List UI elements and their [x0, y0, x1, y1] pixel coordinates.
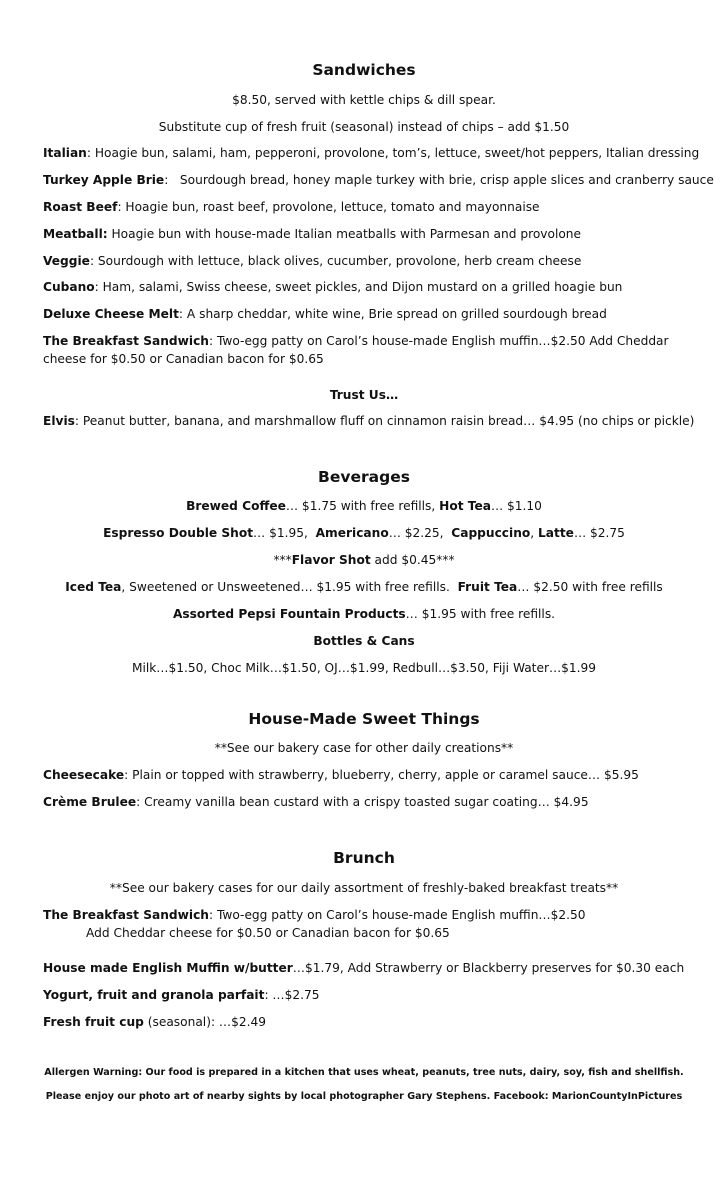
- item-prefix: ***: [273, 553, 292, 567]
- item-desc: : Two-egg patty on Carol’s house-made English muffin…$2.50 Add Cheddar cheese for $0.50 or Canadian bacon for $0.65: [43, 334, 669, 366]
- item-desc: : Hoagie bun, salami, ham, pepperoni, provolone, tom’s, lettuce, sweet/hot peppers, Italian dressing: [86, 146, 700, 160]
- brunch-item-english-muffin: [43, 959, 703, 977]
- allergen-warning: Allergen Warning: Our food is prepared in a kitchen that uses wheat, peanuts, tree nuts, dairy, soy, fish and shellfish.: [44, 1067, 684, 1078]
- item-name: Hot Tea: [439, 499, 491, 513]
- bottles-cans-heading: Bottles & Cans: [313, 634, 415, 648]
- sandwiches-heading: Sandwiches: [312, 61, 416, 79]
- item-desc: … $1.95 with free refills.: [405, 607, 556, 621]
- item-desc: : Two-egg patty on Carol’s house-made English muffin…$2.50: [208, 908, 586, 922]
- brunch-note: **See our bakery cases for our daily assortment of freshly-baked breakfast treats**: [109, 881, 619, 895]
- trust-us-heading: Trust Us…: [329, 388, 399, 402]
- item-desc: … $1.10: [490, 499, 542, 513]
- item-desc: … $1.95,: [253, 526, 316, 540]
- item-name: Fresh fruit cup: [43, 1015, 144, 1029]
- item-desc: … $2.50 with free refills: [517, 580, 663, 594]
- menu-item-elvis: [43, 412, 703, 430]
- item-name: Americano: [315, 526, 389, 540]
- item-name: Italian: [43, 146, 87, 160]
- bottles-cans-line: Milk…$1.50, Choc Milk…$1.50, OJ…$1.99, Redbull…$3.50, Fiji Water…$1.99: [131, 661, 597, 675]
- item-name: Latte: [538, 526, 574, 540]
- brunch-heading: Brunch: [333, 849, 395, 867]
- item-name: The Breakfast Sandwich: [43, 908, 209, 922]
- item-desc: : A sharp cheddar, white wine, Brie spread on grilled sourdough bread: [178, 307, 607, 321]
- beverage-line-flavor-shot: [0, 552, 728, 568]
- sandwiches-substitute-line: Substitute cup of fresh fruit (seasonal) instead of chips – add $1.50: [158, 120, 570, 134]
- sweets-heading: House-Made Sweet Things: [248, 710, 480, 728]
- menu-item-meatball: [43, 225, 703, 243]
- item-name: Elvis: [43, 414, 75, 428]
- photo-credit: Please enjoy our photo art of nearby sights by local photographer Gary Stephens. Facebook: MarionCountyInPictures: [45, 1091, 683, 1102]
- item-name: Assorted Pepsi Fountain Products: [172, 607, 406, 621]
- brunch-item-breakfast-sandwich: [43, 906, 703, 924]
- item-desc: Hoagie bun with house-made Italian meatballs with Parmesan and provolone: [107, 227, 582, 241]
- item-desc: add $0.45***: [370, 553, 455, 567]
- sweets-note: **See our bakery case for other daily creations**: [214, 741, 514, 755]
- item-name: The Breakfast Sandwich: [43, 334, 209, 348]
- item-name: Yogurt, fruit and granola parfait: [43, 988, 265, 1002]
- item-desc: … $2.25,: [388, 526, 452, 540]
- item-desc: : Peanut butter, banana, and marshmallow fluff on cinnamon raisin bread… $4.95 (no chips or pickle): [74, 414, 695, 428]
- item-desc: , Sweetened or Unsweetened… $1.95 with free refills.: [121, 580, 458, 594]
- item-name: Cappuccino: [451, 526, 531, 540]
- item-name: Flavor Shot: [291, 553, 371, 567]
- brunch-breakfast-addons: Add Cheddar cheese for $0.50 or Canadian bacon for $0.65: [86, 926, 450, 940]
- item-name: Espresso Double Shot: [103, 526, 254, 540]
- beverage-line-tea: [0, 579, 728, 595]
- sandwiches-price-line: $8.50, served with kettle chips & dill spear.: [232, 93, 496, 107]
- item-desc: … $1.75 with free refills,: [285, 499, 440, 513]
- brunch-item-fruit-cup: [43, 1013, 703, 1031]
- item-desc: (seasonal): …$2.49: [143, 1015, 267, 1029]
- item-desc: : Sourdough with lettuce, black olives, cucumber, provolone, herb cream cheese: [89, 254, 582, 268]
- item-name: Turkey Apple Brie: [43, 173, 165, 187]
- item-name: Crème Brulee: [43, 795, 137, 809]
- item-desc: : Plain or topped with strawberry, blueberry, cherry, apple or caramel sauce… $5.95: [124, 768, 639, 782]
- menu-item-deluxe-cheese-melt: [43, 305, 703, 323]
- item-name: Cheesecake: [43, 768, 125, 782]
- menu-item-breakfast-sandwich: [43, 332, 683, 368]
- item-name: Brewed Coffee: [186, 499, 286, 513]
- item-desc: : Sourdough bread, honey maple turkey with brie, crisp apple slices and cranberry sauce: [164, 173, 714, 187]
- item-name: Roast Beef: [43, 200, 118, 214]
- item-sep: ,: [530, 526, 539, 540]
- menu-item-veggie: [43, 252, 703, 270]
- beverage-line-pepsi: [0, 606, 728, 622]
- menu-item-italian: [43, 144, 703, 162]
- item-name: House made English Muffin w/butter: [43, 961, 293, 975]
- menu-item-cubano: [43, 278, 703, 296]
- item-name: Deluxe Cheese Melt: [43, 307, 179, 321]
- item-name: Fruit Tea: [457, 580, 518, 594]
- item-desc: : Ham, salami, Swiss cheese, sweet pickles, and Dijon mustard on a grilled hoagie bun: [94, 280, 623, 294]
- item-name: Meatball:: [43, 227, 108, 241]
- item-name: Cubano: [43, 280, 95, 294]
- item-name: Iced Tea: [65, 580, 122, 594]
- item-desc: : Hoagie bun, roast beef, provolone, lettuce, tomato and mayonnaise: [117, 200, 540, 214]
- beverage-line-coffee: [0, 498, 728, 514]
- item-desc: : Creamy vanilla bean custard with a crispy toasted sugar coating… $4.95: [136, 795, 589, 809]
- item-desc: … $2.75: [573, 526, 625, 540]
- item-desc: …$1.79, Add Strawberry or Blackberry preserves for $0.30 each: [292, 961, 685, 975]
- beverage-line-espresso: [0, 525, 728, 541]
- menu-item-creme-brulee: [43, 793, 703, 811]
- menu-item-cheesecake: [43, 766, 703, 784]
- item-name: Veggie: [43, 254, 90, 268]
- beverages-heading: Beverages: [318, 468, 410, 486]
- brunch-item-parfait: [43, 986, 703, 1004]
- item-desc: : …$2.75: [264, 988, 320, 1002]
- menu-item-turkey-apple-brie: [43, 171, 714, 189]
- menu-item-roast-beef: [43, 198, 703, 216]
